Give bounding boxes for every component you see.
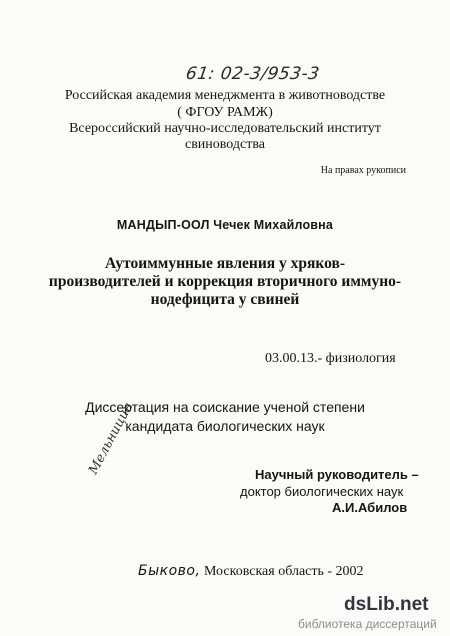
org-line-3: Всероссийский научно-исследовательский институт xyxy=(69,121,381,136)
logo-ds: ds xyxy=(344,594,367,615)
degree-line-1: Диссертация на соискание ученой степени xyxy=(85,399,365,415)
archive-stamp-number: 61: 02-3/953-3 xyxy=(184,64,321,84)
manuscript-rights-note: На правах рукописи xyxy=(320,165,406,176)
city-handwritten: Быково, xyxy=(138,563,201,579)
degree-line-2: кандидата биологических наук xyxy=(125,418,325,434)
logo-net: .net xyxy=(394,594,429,615)
handwritten-signature: Мельницин xyxy=(86,399,137,478)
supervisor-role: Научный руководитель – xyxy=(255,467,419,482)
title-line: производителей и коррекция вторичного иммуно- xyxy=(48,273,402,290)
place-and-year xyxy=(138,563,364,580)
specialty-code: 03.00.13.- физиология xyxy=(265,351,396,366)
org-line-2: ( ФГОУ РАМЖ) xyxy=(177,105,273,120)
org-line-4: свиноводства xyxy=(184,137,265,152)
logo-lib: Lib xyxy=(366,594,395,615)
dissertation-title xyxy=(0,255,450,309)
dslib-subtitle: библиотека диссертаций xyxy=(298,617,437,631)
degree-statement xyxy=(0,398,450,436)
supervisor-name: А.И.Абилов xyxy=(332,500,408,515)
org-line-1: Российская академия менеджмента в животноводстве xyxy=(64,88,386,103)
title-line: Аутоиммунные явления у хряков- xyxy=(104,255,346,272)
author-name: МАНДЫП-ООЛ Чечек Михайловна xyxy=(116,218,334,232)
supervisor-degree: доктор биологических наук xyxy=(240,484,404,499)
dslib-logo[interactable] xyxy=(344,594,428,616)
title-line: нодефицита у свиней xyxy=(150,291,300,308)
region-and-year: Московская область - 2002 xyxy=(203,564,364,579)
